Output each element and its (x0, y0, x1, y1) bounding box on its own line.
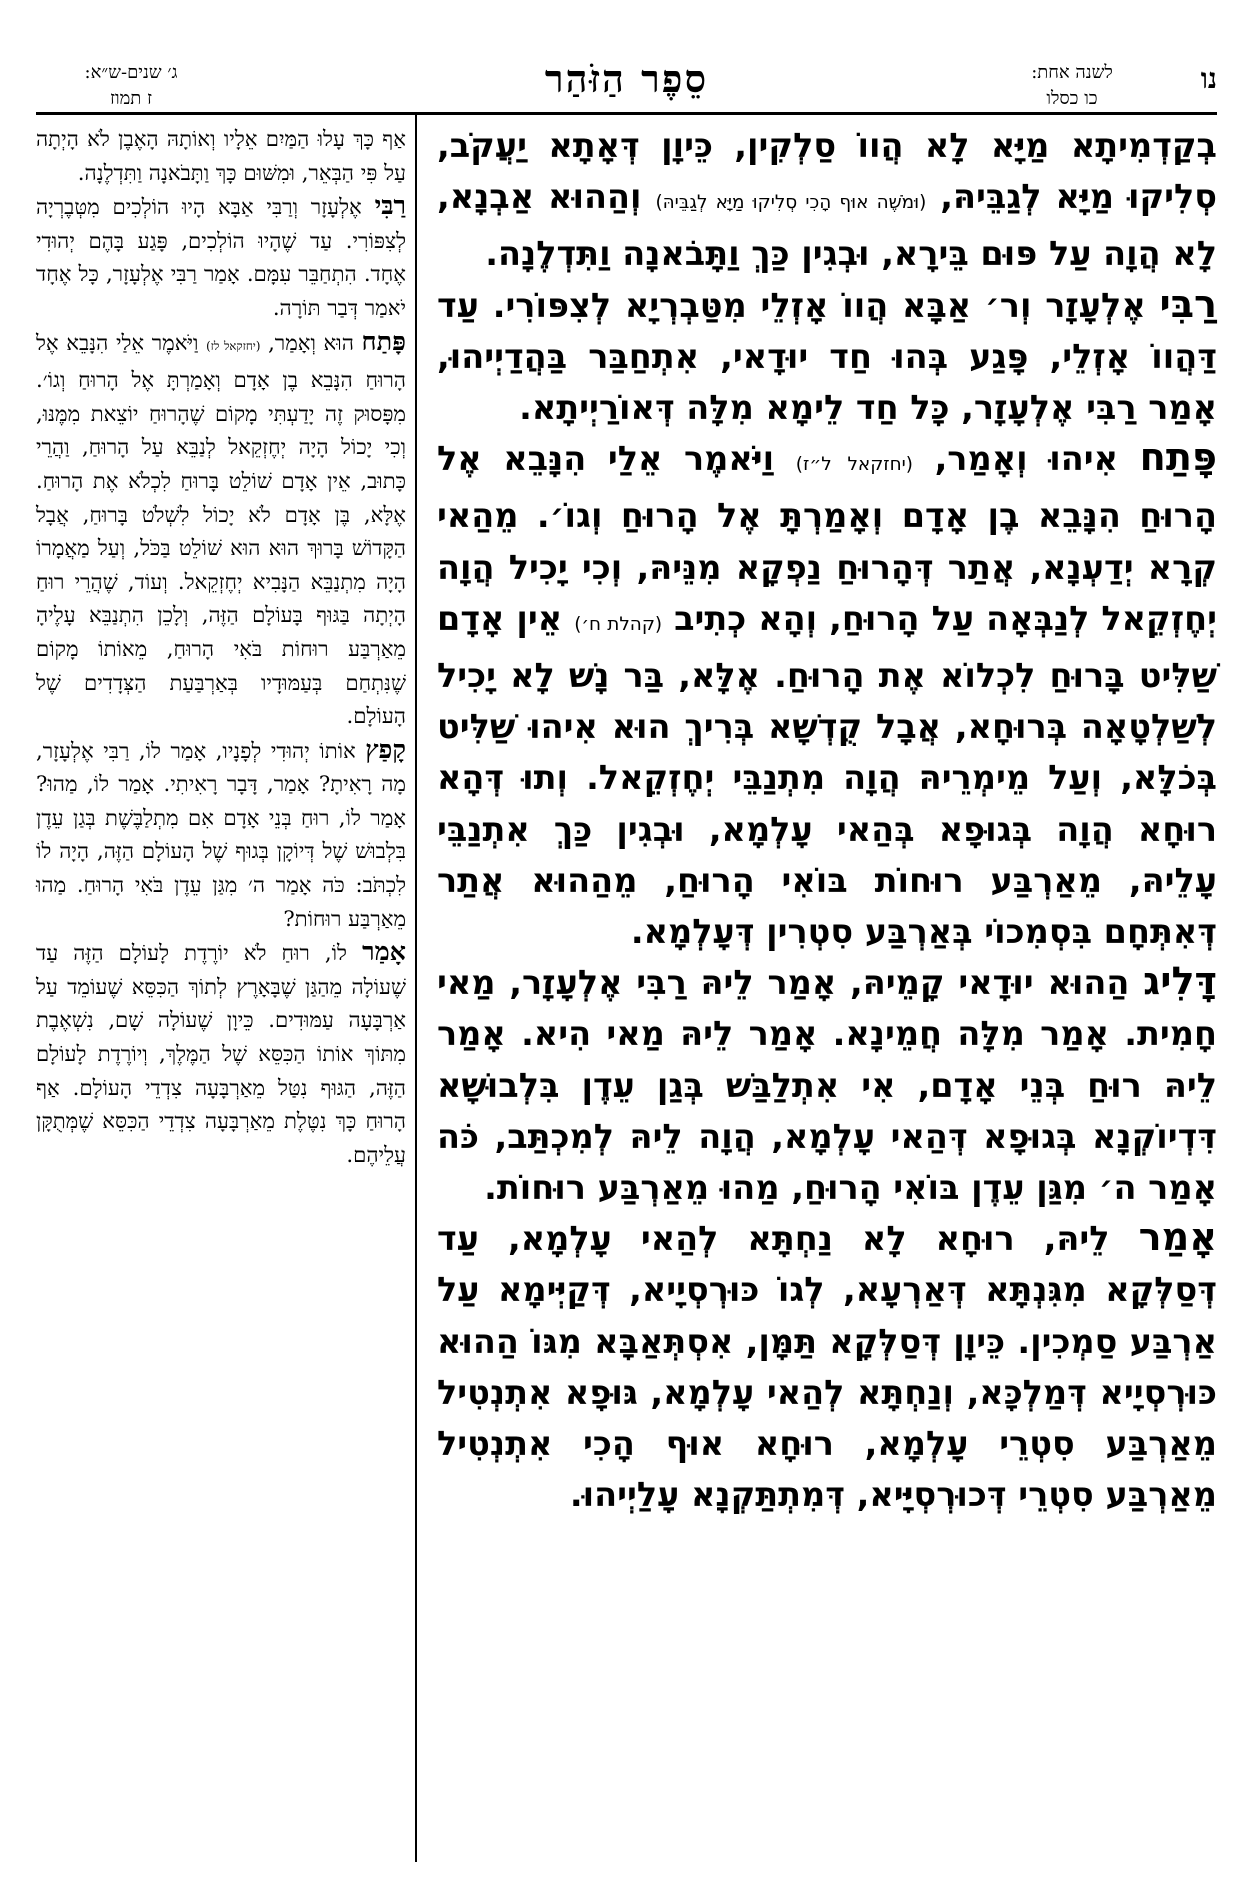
schedule-label: לשנה אחת: (1031, 62, 1113, 83)
paragraph-text: אֶלְעָזָר וְרַבִּי אַבָּא הָיוּ הוֹלְכִים מִטְּבֶרְיָה לְצִפּוֹרִי. עַד שֶׁהָיוּ הוֹלְכִים, פָּגַע בָּהֶם יְהוּדִי אֶחָד. הִתְחַבֵּר עִמָּם. אָמַר רַבִּי אֶלְעָזָר, כָּל אֶחָד יֹאמַר דְּבַר תּוֹרָה. (36, 194, 406, 320)
column-divider (415, 112, 417, 1862)
paragraph-text: וַיֹּאמֶר אֵלַי הִנָּבֵא אֶל הָרוּחַ הִנָּבֵא בֶן אָדָם וְאָמַרְתָּ אֶל הָרוּחַ וְגוֹ׳. מֵהַאי קְרָא יְדַעְנָא, אֲתַר דְּהָרוּחַ נַפְקָא מִנֵּיהּ, וְכִי יָכִיל הֲוָה יְחֶזְקֵאל לְנַבְּאָה עַל הָרוּחַ, וְהָא כְתִיב (437, 439, 1218, 638)
paragraph-lead-word: קָפַץ (365, 733, 406, 764)
schedule-label: ג׳ שנים-ש״א: (84, 62, 178, 83)
schedule-date: ז תמוז (109, 88, 152, 109)
schedule-date: כו כסלו (1046, 88, 1098, 109)
paragraph-text: אַף כָּךְ עָלוּ הַמַּיִם אֵלָיו וְאוֹתָהּ הָאֶבֶן לֹא הָיְתָה עַל פִּי הַבְּאֵר, וּמִשּׁוּם כָּךְ וַתָּבֹאנָה וַתִּדְלֶנָה. (36, 126, 406, 185)
side-paragraph (36, 935, 406, 1171)
paragraph-text: הַהוּא יוּדָאי קָמֵיהּ, אָמַר לֵיהּ רַבִּי אֶלְעָזָר, מַאי חָמִית. אָמַר מִלָּה חֲמֵינָא. אָמַר לֵיהּ מַאי הִיא. אָמַר לֵיהּ רוּחַ בְּנֵי אָדָם, אִי אִתְלַבַּשׁ בְּגַן עֵדֶן בִּלְבוּשָׁא דִּדְיוֹקְנָא בְּגוּפָא דְּהַאי עָלְמָא, הֲוָה לֵיהּ לְמִכְתַּב, כֹּה אָמַר ה׳ מִגַּן עֵדֶן בּוֹאִי הָרוּחַ, מַהוּ מֵאַרְבַּע רוּחוֹת. (437, 963, 1217, 1208)
paragraph-text: לֵיהּ, רוּחָא לָא נַחְתָּא לְהַאי עָלְמָא, עַד דְּסַלְּקָא מִגִּנְתָּא דְּאַרְעָא, לְגוֹ כּוּרְסְיָיא, דְּקַיְּימָא עַל אַרְבַּע סַמְכִין. כֵּיוָן דְּסַלְּקָא תַּמָּן, אִסְתְּאַבָּא מִגּוֹ הַהוּא כּוּרְסְיָיא דְּמַלְכָּא, וְנַחְתָּא לְהַאי עָלְמָא, גּוּפָא אִתְנְטִיל מֵאַרְבַּע סִטְרֵי עָלְמָא, רוּחָא אוּף הָכִי אִתְנְטִיל מֵאַרְבַּע סִטְרֵי דְּכוּרְסְיָּיא, דְּמִתְתַּקְנָא עָלַיְיהוּ. (437, 1219, 1217, 1515)
parenthetical-note: (וּמֹשֶׁה אוּף הָכִי סְלִיקוּ מַיָּא לְגַבֵּיהּ) (655, 192, 927, 214)
side-paragraph (36, 733, 406, 936)
paragraph-lead-word: רַבִּי (374, 190, 406, 221)
paragraph-text: וַיֹּאמֶר אֵלַי הִנָּבֵא אֶל הָרוּחַ הִנָּבֵא בֶן אָדָם וְאָמַרְתָּ אֶל הָרוּחַ וְגוֹ׳. מִפָּסוּק זֶה יָדַעְתִּי מָקוֹם שֶׁהָרוּחַ יוֹצֵאת מִמֶּנּוּ, וְכִי יָכוֹל הָיָה יְחֶזְקֵאל לְנַבֵּא עַל הָרוּחַ, וַהֲרֵי כָּתוּב, אֵין אָדָם שׁוֹלֵט בָּרוּחַ לִכְלֹא אֶת הָרוּחַ. אֶלָּא, בֶּן אָדָם לֹא יָכוֹל לִשְׁלֹט בָּרוּחַ, אֲבָל הַקָּדוֹשׁ בָּרוּךְ הוּא הוּא שׁוֹלֵט בַּכֹּל, וְעַל מַאֲמָרוֹ הָיָה מִתְנַבֵּא הַנָּבִיא יְחֶזְקֵאל. וְעוֹד, שֶׁהֲרֵי רוּחַ הָיְתָה בַּגּוּף בָּעוֹלָם הַזֶּה, וְלָכֵן הִתְנַבֵּא עָלֶיהָ מֵאַרְבַּע רוּחוֹת בֹּאִי הָרוּחַ, מֵאוֹתוֹ מָקוֹם שֶׁנִּתְחַם בְּעַמּוּדָיו בְּאַרְבַּעַת הַצְּדָדִים שֶׁל הָעוֹלָם. (36, 329, 406, 729)
paragraph-text: אֶלְעָזָר וְר׳ אַבָּא הֲווֹ אָזְלֵי מִטַּבְרְיָא לְצִפּוֹרִי. עַד דַּהֲווֹ אָזְלֵי, פָּגַע בְּהוּ חַד יוּדָאי, אִתְחַבַּר בַּהֲדַיְיהוּ, אָמַר רַבִּי אֶלְעָזָר, כָּל חַד לֵימָא מִלָּה דְּאוֹרַיְיתָא. (437, 285, 1217, 428)
paragraph-text: אוֹתוֹ יְהוּדִי לְפָנָיו, אָמַר לוֹ, רַבִּי אֶלְעָזָר, מָה רָאִיתָ? אָמַר, דָּבָר רָאִיתִי. אָמַר לוֹ, מַהוּ? אָמַר לוֹ, רוּחַ בְּנֵי אָדָם אִם מִתְלַבֶּשֶׁת בְּגַן עֵדֶן בִּלְבוּשׁ שֶׁל דְּיוֹקָן בְּגוּף שֶׁל הָעוֹלָם הַזֶּה, הָיָה לוֹ לִכְתֹּב: כֹּה אָמַר ה׳ מִגַּן עֵדֶן בֹּאִי הָרוּחַ. מַהוּ מֵאַרְבַּע רוּחוֹת? (36, 737, 406, 931)
main-paragraph (437, 957, 1217, 1213)
page-number: נו (1200, 62, 1217, 95)
paragraph-text: בְקַדְמִיתָא מַיָּא לָא הֲווֹ סַלְקִין, כֵּיוָן דְּאָתָא יַעֲקֹב, סְלִיקוּ מַיָּא לְגַבֵּיהּ, (437, 126, 1218, 217)
header-rule (36, 112, 1217, 115)
side-paragraph (36, 122, 406, 189)
paragraph-text: לוֹ, רוּחַ לֹא יוֹרֶדֶת לָעוֹלָם הַזֶּה עַד שֶׁעוֹלָה מֵהַגַּן שֶׁבָּאָרֶץ לְתוֹךְ הַכִּסֵּא שֶׁעוֹמֵד עַל אַרְבָּעָה עַמּוּדִים. כֵּיוָן שֶׁעוֹלָה שָׁם, נִשְׁאֶבֶת מִתּוֹךְ אוֹתוֹ הַכִּסֵּא שֶׁל הַמֶּלֶךְ, וְיוֹרֶדֶת לָעוֹלָם הַזֶּה, הַגּוּף נִטַּל מֵאַרְבָּעָה צִדְדֵי הָעוֹלָם. אַף הָרוּחַ כָּךְ נִטֶּלֶת מֵאַרְבָּעָה צִדְדֵי הַכִּסֵּא שֶׁמְּתֻקָּן עֲלֵיהֶם. (36, 940, 406, 1167)
side-paragraph (36, 325, 406, 733)
paragraph-text: אֵין אָדָם שַׁלִּיט בָּרוּחַ לִכְלוֹא אֶת הָרוּחַ. אֶלָּא, בַּר נָשׁ לָא יָכִיל לְשַׁלְטָאָה בְּרוּחָא, אֲבָל קֻדְשָׁא בְּרִיךְ הוּא אִיהוּ שַׁלִּיט בְּכֹלָּא, וְעַל מֵימְרֵיהּ הֲוָה מִתְנַבֵּי יְחֶזְקֵאל. וְתוּ דְּהָא רוּחָא הֲוָה בְּגוּפָא בְּהַאי עָלְמָא, וּבְגִין כַּךְ אִתְנַבֵּי עָלֵיהּ, מֵאַרְבַּע רוּחוֹת בּוֹאִי הָרוּחַ, מֵהַהוּא אֲתַר דְּאִתְּחָם בִּסְמִכוֹי בְּאַרְבַּע סִטְרִין דְּעָלְמָא. (437, 598, 1217, 952)
paragraph-text: אִיהוּ וְאָמַר, (934, 439, 1118, 479)
paragraph-lead-word: פָּתַח (361, 325, 406, 356)
side-paragraph (36, 189, 406, 324)
verse-reference: (יחזקאל לז) (206, 338, 261, 353)
verse-reference: (יחזקאל ל״ז) (795, 454, 913, 476)
verse-reference: (קהלת ח׳) (574, 613, 663, 635)
paragraph-text: וְהַהוּא אַבְנָא, לָא הֲוָה עַל פּוּם בֵּירָא, וּבְגִין כַּךְ וַתָּבֹאנָה וַתִּדְלֶנָה. (437, 177, 1217, 274)
main-paragraph (437, 433, 1217, 957)
paragraph-lead-word: רַבִּי (1159, 282, 1217, 327)
study-schedule-three-years (36, 60, 226, 112)
paragraph-lead-word: אָמַר (362, 936, 406, 967)
paragraph-lead-word: דָּלִיג (1143, 960, 1217, 1005)
main-paragraph (437, 120, 1217, 280)
aramaic-text-column (437, 120, 1217, 1520)
main-paragraph (437, 1213, 1217, 1520)
book-title: סֵפֶר הַזֹּהַר (544, 56, 709, 101)
page-header (36, 56, 1217, 126)
main-paragraph (437, 280, 1217, 434)
hebrew-translation-column (36, 122, 406, 1171)
paragraph-lead-word: פָּתַח (1139, 436, 1217, 481)
paragraph-lead-word: אָמַר (1138, 1216, 1218, 1261)
paragraph-text: הוּא וְאָמַר, (268, 329, 354, 355)
study-schedule-one-year (987, 60, 1157, 112)
